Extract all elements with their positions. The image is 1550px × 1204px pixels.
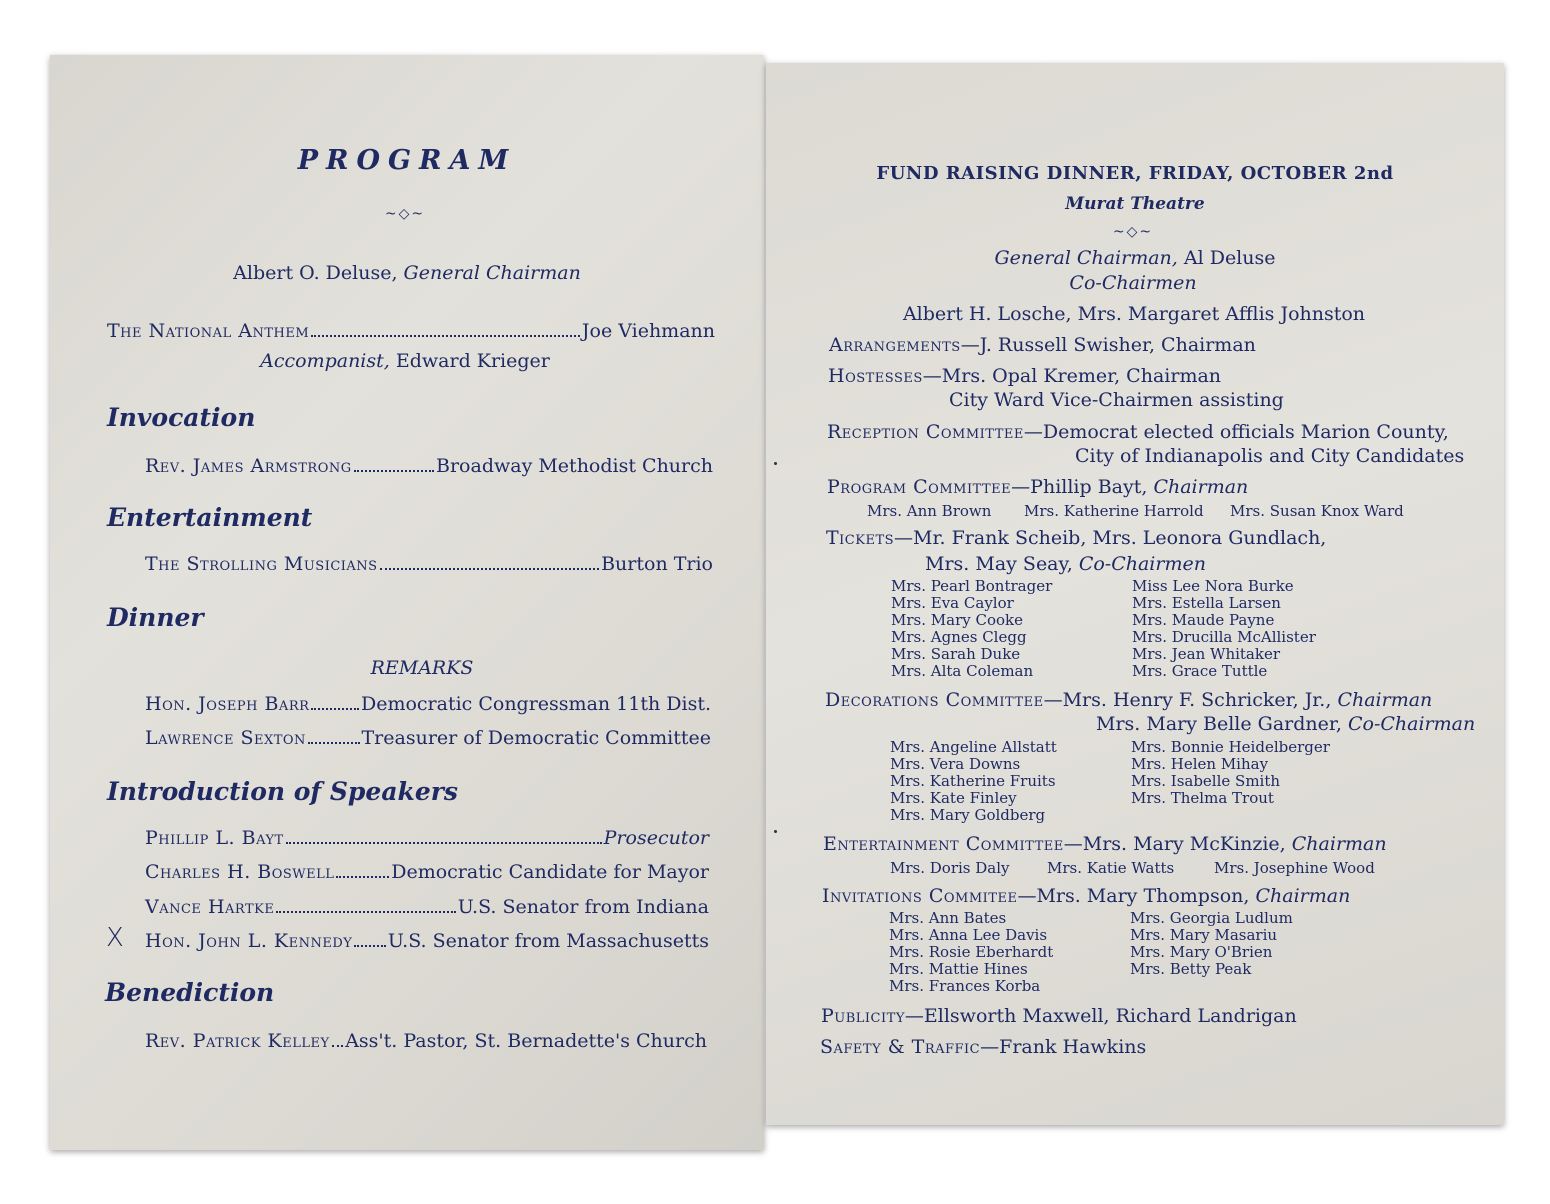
hostesses-line2: City Ward Vice-Chairmen assisting [949, 389, 1284, 411]
hostesses-label: Hostesses [828, 365, 923, 387]
decorations-line2-name: Mrs. Mary Belle Gardner, [1096, 713, 1342, 735]
list-item: Mrs. Jean Whitaker [1132, 645, 1281, 663]
section-entertainment: Entertainment [107, 503, 313, 532]
safety-label: Safety & Traffic [820, 1036, 981, 1058]
tickets-list-col2 [1132, 578, 1316, 680]
remarks-detail: Democratic Congressman 11th Dist. [360, 693, 711, 715]
decorations-label: Decorations Committee [825, 689, 1044, 711]
list-item: Mrs. Estella Larsen [1132, 594, 1281, 612]
arrangements-text: —J. Russell Swisher, Chairman [960, 334, 1256, 356]
entertainment-committee-member: Mrs. Katie Watts [1047, 859, 1175, 877]
tickets-line [826, 527, 1326, 549]
venue: Murat Theatre [1065, 194, 1205, 214]
anthem-label: The National Anthem [107, 320, 310, 342]
list-item: Mrs. Isabelle Smith [1131, 772, 1281, 790]
reception-line [827, 421, 1449, 443]
entertainment-row [145, 553, 713, 575]
co-chairmen-label: Co-Chairmen [1069, 272, 1197, 294]
handwritten-x-mark: X [106, 923, 124, 953]
arrangements-label: Arrangements [829, 334, 961, 356]
program-committee-member: Mrs. Katherine Harrold [1024, 502, 1204, 520]
accompanist-role: Accompanist, [260, 350, 390, 372]
list-item: Mrs. Frances Korba [889, 977, 1041, 995]
speaker-name: Vance Hartke [145, 896, 275, 918]
leader-dots [276, 911, 455, 913]
program-committee-text: —Phillip Bayt, [1011, 476, 1148, 498]
tickets-label: Tickets [826, 527, 895, 549]
list-item: Mrs. Bonnie Heidelberger [1131, 738, 1330, 756]
program-committee-role: Chairman [1153, 476, 1249, 498]
leader-dots [308, 742, 360, 744]
program-committee-member: Mrs. Ann Brown [867, 502, 992, 520]
invitations-line [822, 885, 1350, 907]
invitations-text: —Mrs. Mary Thompson, [1017, 885, 1250, 907]
list-item: Mrs. Sarah Duke [891, 645, 1021, 663]
co-chairmen-names: Albert H. Losche, Mrs. Margaret Afflis Johnston [902, 303, 1366, 325]
list-item: Mrs. Ann Bates [889, 909, 1007, 927]
speaker-name: Phillip L. Bayt [145, 827, 284, 849]
section-speakers: Introduction of Speakers [107, 777, 458, 806]
list-item: Mrs. Vera Downs [890, 755, 1021, 773]
invitations-list-col2 [1130, 910, 1293, 978]
benediction-row [145, 1030, 707, 1052]
general-chairman-line [995, 247, 1276, 269]
tickets-list-col1 [891, 578, 1052, 680]
decorations-list-col1 [890, 739, 1057, 824]
remarks-row [145, 727, 711, 749]
leader-dots [332, 1045, 344, 1047]
list-item: Mrs. Mary Masariu [1130, 926, 1278, 944]
list-item: Mrs. Alta Coleman [891, 662, 1034, 680]
list-item: Mrs. Mattie Hines [889, 960, 1028, 978]
accompanist-line [260, 350, 550, 372]
list-item: Mrs. Katherine Fruits [890, 772, 1056, 790]
speaker-row [145, 861, 709, 883]
invocation-name: Rev. James Armstrong [145, 455, 352, 477]
list-item: Mrs. Eva Caylor [891, 594, 1014, 612]
ornament-icon: ~◇~ [1112, 224, 1154, 240]
tickets-line2-name: Mrs. May Seay, [925, 553, 1073, 575]
entertainment-committee-role: Chairman [1291, 833, 1387, 855]
tickets-line2 [925, 553, 1206, 575]
remarks-heading: REMARKS [370, 657, 474, 679]
leader-dots [336, 876, 389, 878]
list-item: Mrs. Drucilla McAllister [1132, 628, 1316, 646]
publicity-label: Publicity [821, 1005, 905, 1027]
program-committee-member: Mrs. Susan Knox Ward [1230, 502, 1404, 520]
speaker-row [145, 930, 709, 952]
decorations-role: Chairman [1337, 689, 1433, 711]
remarks-row [145, 693, 711, 715]
general-chair-name: Al Deluse [1183, 247, 1276, 269]
general-chair-role: General Chairman, [994, 247, 1178, 269]
section-dinner: Dinner [107, 603, 204, 632]
entertainment-committee-text: —Mrs. Mary McKinzie, [1063, 833, 1286, 855]
list-item: Mrs. Rosie Eberhardt [889, 943, 1054, 961]
decorations-list-col2 [1131, 739, 1330, 807]
program-committee-line [827, 476, 1248, 498]
leader-dots [286, 842, 602, 844]
leader-dots [354, 470, 434, 472]
ornament-icon: ~◇~ [384, 206, 426, 222]
benediction-name: Rev. Patrick Kelley [145, 1030, 330, 1052]
list-item: Mrs. Thelma Trout [1131, 789, 1274, 807]
entertainment-detail: Burton Trio [601, 553, 713, 575]
tickets-text: —Mr. Frank Scheib, Mrs. Leonora Gundlach, [894, 527, 1327, 549]
entertainment-committee-member: Mrs. Doris Daly [890, 859, 1010, 877]
list-item: Miss Lee Nora Burke [1132, 577, 1294, 595]
invitations-label: Invitations Commitee [822, 885, 1018, 907]
speaker-detail: U.S. Senator from Massachusetts [387, 930, 709, 952]
hostesses-text: —Mrs. Opal Kremer, Chairman [922, 365, 1222, 387]
list-item: Mrs. Grace Tuttle [1132, 662, 1268, 680]
list-item: Mrs. Mary Cooke [891, 611, 1023, 629]
speaker-name: Charles H. Boswell [145, 861, 335, 883]
section-benediction: Benediction [105, 978, 275, 1007]
list-item: Mrs. Anna Lee Davis [889, 926, 1048, 944]
leader-dots [311, 335, 580, 337]
benediction-detail: Ass't. Pastor, St. Bernadette's Church [345, 1030, 707, 1052]
entertainment-committee-label: Entertainment Committee [823, 833, 1064, 855]
entertainment-committee-line [823, 833, 1387, 855]
list-item: Mrs. Angeline Allstatt [890, 738, 1057, 756]
list-item: Mrs. Agnes Clegg [891, 628, 1027, 646]
decorations-text: —Mrs. Henry F. Schricker, Jr., [1043, 689, 1332, 711]
anthem-performer: Joe Viehmann [581, 320, 715, 342]
dinner-title: FUND RAISING DINNER, FRIDAY, OCTOBER 2nd [876, 163, 1394, 184]
staple-dot [774, 462, 777, 465]
safety-line [820, 1036, 1146, 1058]
list-item: Mrs. Kate Finley [890, 789, 1017, 807]
speaker-row [145, 896, 709, 918]
program-committee-label: Program Committee [827, 476, 1012, 498]
speaker-row [145, 827, 709, 849]
entertainment-committee-member: Mrs. Josephine Wood [1214, 859, 1375, 877]
leader-dots [311, 708, 359, 710]
leader-dots [354, 945, 386, 947]
reception-text: —Democrat elected officials Marion County, [1023, 421, 1449, 443]
publicity-text: —Ellsworth Maxwell, Richard Landrigan [904, 1005, 1297, 1027]
list-item: Mrs. Mary O'Brien [1130, 943, 1273, 961]
remarks-name: Hon. Joseph Barr [145, 693, 310, 715]
reception-line2: City of Indianapolis and City Candidates [1075, 445, 1465, 467]
entertainment-name: The Strolling Musicians [145, 553, 378, 575]
speaker-detail: Democratic Candidate for Mayor [391, 861, 709, 883]
remarks-name: Lawrence Sexton [145, 727, 306, 749]
list-item: Mrs. Georgia Ludlum [1130, 909, 1293, 927]
chair-role: General Chairman [403, 262, 581, 284]
reception-label: Reception Committee [827, 421, 1024, 443]
program-title: PROGRAM [297, 145, 517, 176]
section-invocation: Invocation [107, 403, 256, 432]
speaker-detail: Prosecutor [603, 827, 709, 849]
general-chairman-line [233, 262, 581, 284]
leader-dots [380, 568, 600, 570]
invitations-list-col1 [889, 910, 1053, 995]
anthem-row [107, 320, 715, 342]
list-item: Mrs. Maude Payne [1132, 611, 1275, 629]
tickets-role: Co-Chairmen [1078, 553, 1206, 575]
publicity-line [821, 1005, 1297, 1027]
invitations-role: Chairman [1255, 885, 1351, 907]
safety-text: —Frank Hawkins [980, 1036, 1147, 1058]
list-item: Mrs. Pearl Bontrager [891, 577, 1053, 595]
speaker-detail: U.S. Senator from Indiana [457, 896, 709, 918]
arrangements-line [829, 334, 1256, 356]
hostesses-line [828, 365, 1221, 387]
invocation-detail: Broadway Methodist Church [436, 455, 713, 477]
decorations-line [825, 689, 1432, 711]
decorations-line2 [1096, 713, 1475, 735]
chair-name: Albert O. Deluse, [233, 262, 398, 284]
list-item: Mrs. Helen Mihay [1131, 755, 1269, 773]
remarks-detail: Treasurer of Democratic Committee [361, 727, 711, 749]
list-item: Mrs. Betty Peak [1130, 960, 1252, 978]
list-item: Mrs. Mary Goldberg [890, 806, 1046, 824]
invocation-row [145, 455, 713, 477]
speaker-name: Hon. John L. Kennedy [145, 930, 353, 952]
decorations-role2: Co-Chairman [1347, 713, 1476, 735]
accompanist-name: Edward Krieger [395, 350, 550, 372]
staple-dot [774, 830, 777, 833]
